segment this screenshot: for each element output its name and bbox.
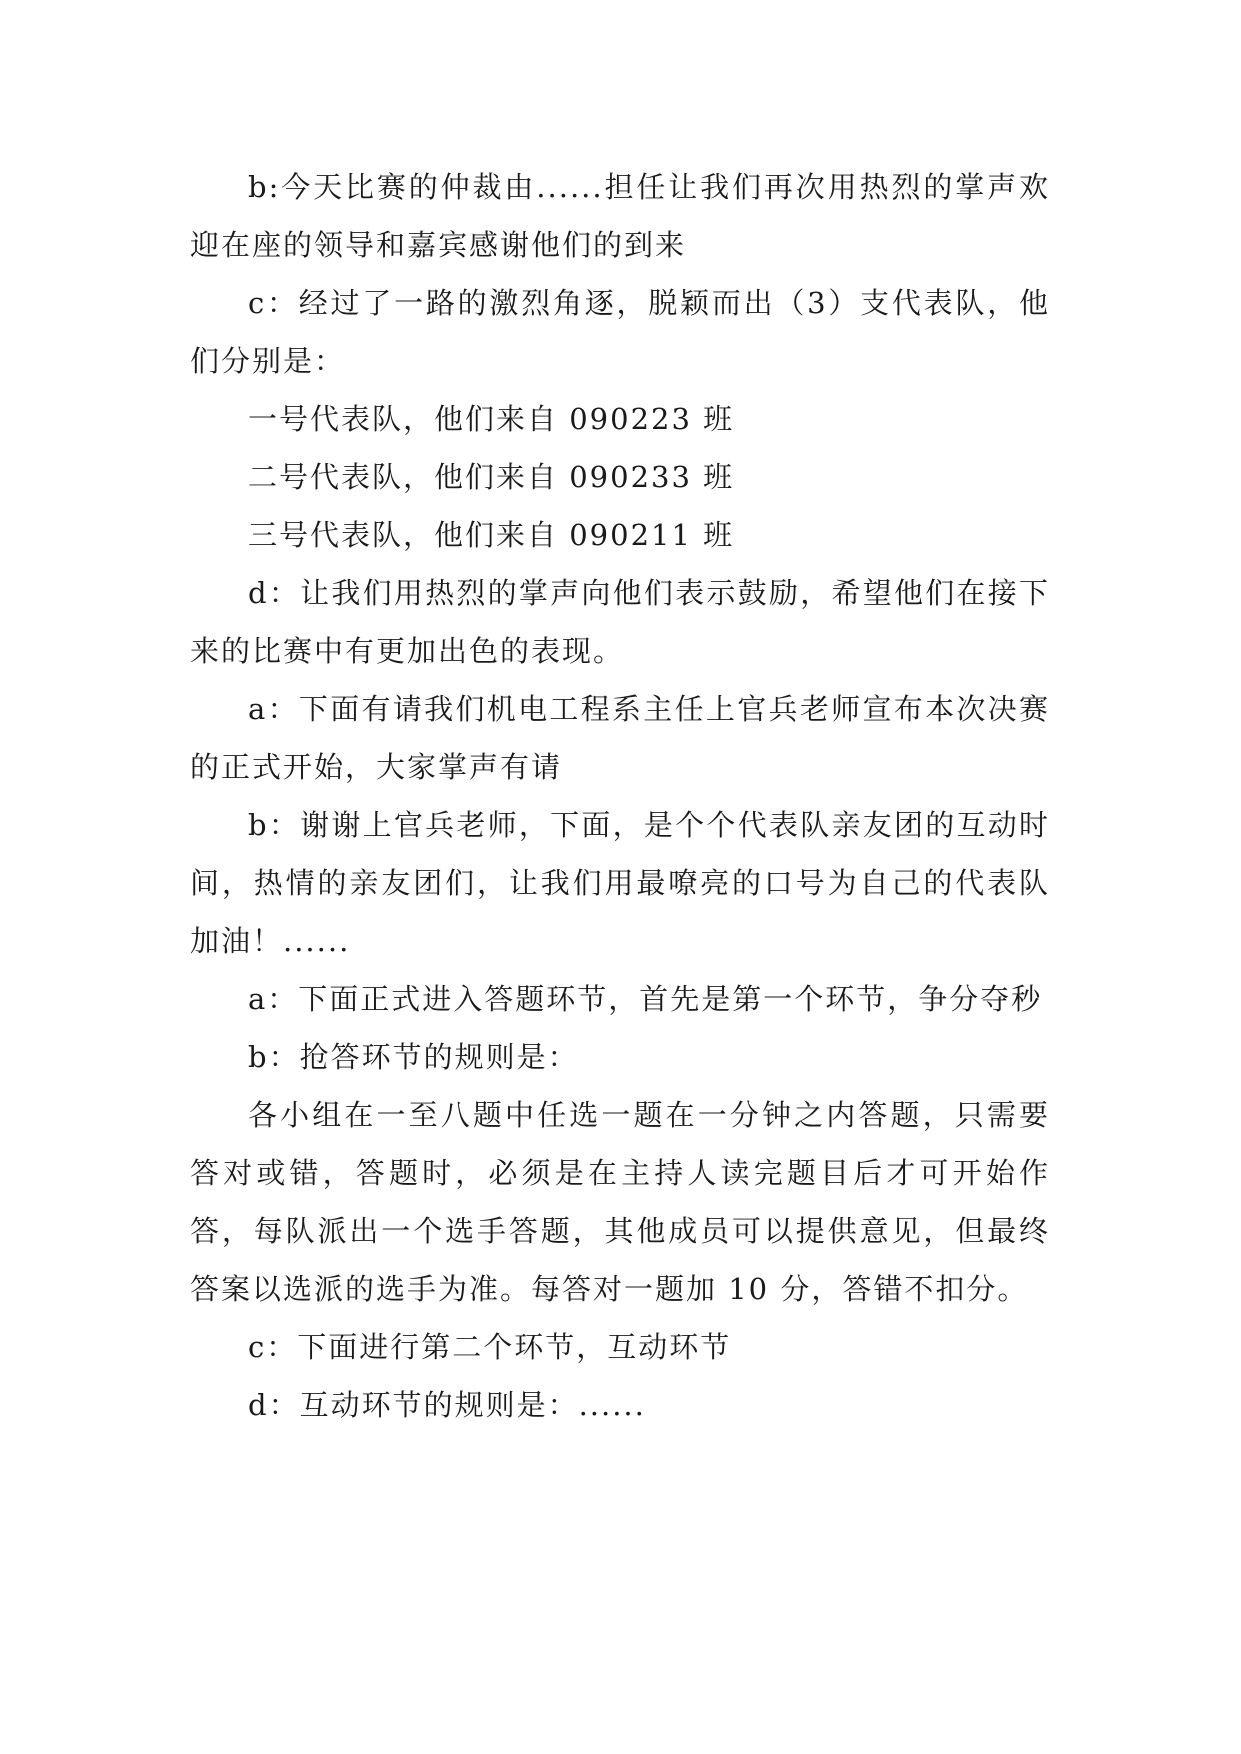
paragraph-team-2: 二号代表队，他们来自 090233 班 xyxy=(248,460,735,494)
paragraph-round-1-rules: 各小组在一至八题中任选一题在一分钟之内答题，只需要答对或错，答题时，必须是在主持人读完题目后才可开始作答，每队派出一个选手答题，其他成员可以提供意见，但最终答案以选派的选手为准。每答对一题加 10 分，答错不扣分。 xyxy=(190,1098,1050,1306)
paragraph-round-2-intro: c：下面进行第二个环节，互动环节 xyxy=(248,1330,732,1364)
paragraph-opening-invite: a：下面有请我们机电工程系主任上官兵老师宣布本次决赛的正式开始，大家掌声有请 xyxy=(190,692,1050,784)
paragraph-round-1-rules-title: b：抢答环节的规则是： xyxy=(248,1040,579,1074)
paragraph-round-2-rules-title: d：互动环节的规则是：...... xyxy=(248,1388,646,1422)
paragraph-teams-intro: c：经过了一路的激烈角逐，脱颖而出（3）支代表队，他们分别是： xyxy=(190,286,1050,378)
paragraph-cheer-time: b：谢谢上官兵老师，下面，是个个代表队亲友团的互动时间，热情的亲友团们，让我们用最嘹亮的口号为自己的代表队加油！...... xyxy=(190,808,1050,958)
paragraph-team-1: 一号代表队，他们来自 090223 班 xyxy=(248,402,735,436)
document-body xyxy=(190,158,1050,1434)
paragraph-arbiter-intro: b:今天比赛的仲裁由......担任让我们再次用热烈的掌声欢迎在座的领导和嘉宾感谢他们的到来 xyxy=(190,170,1050,262)
paragraph-round-1-intro: a：下面正式进入答题环节，首先是第一个环节，争分夺秒 xyxy=(248,982,1043,1016)
paragraph-encouragement: d：让我们用热烈的掌声向他们表示鼓励，希望他们在接下来的比赛中有更加出色的表现。 xyxy=(190,576,1050,668)
paragraph-team-3: 三号代表队，他们来自 090211 班 xyxy=(248,518,735,552)
